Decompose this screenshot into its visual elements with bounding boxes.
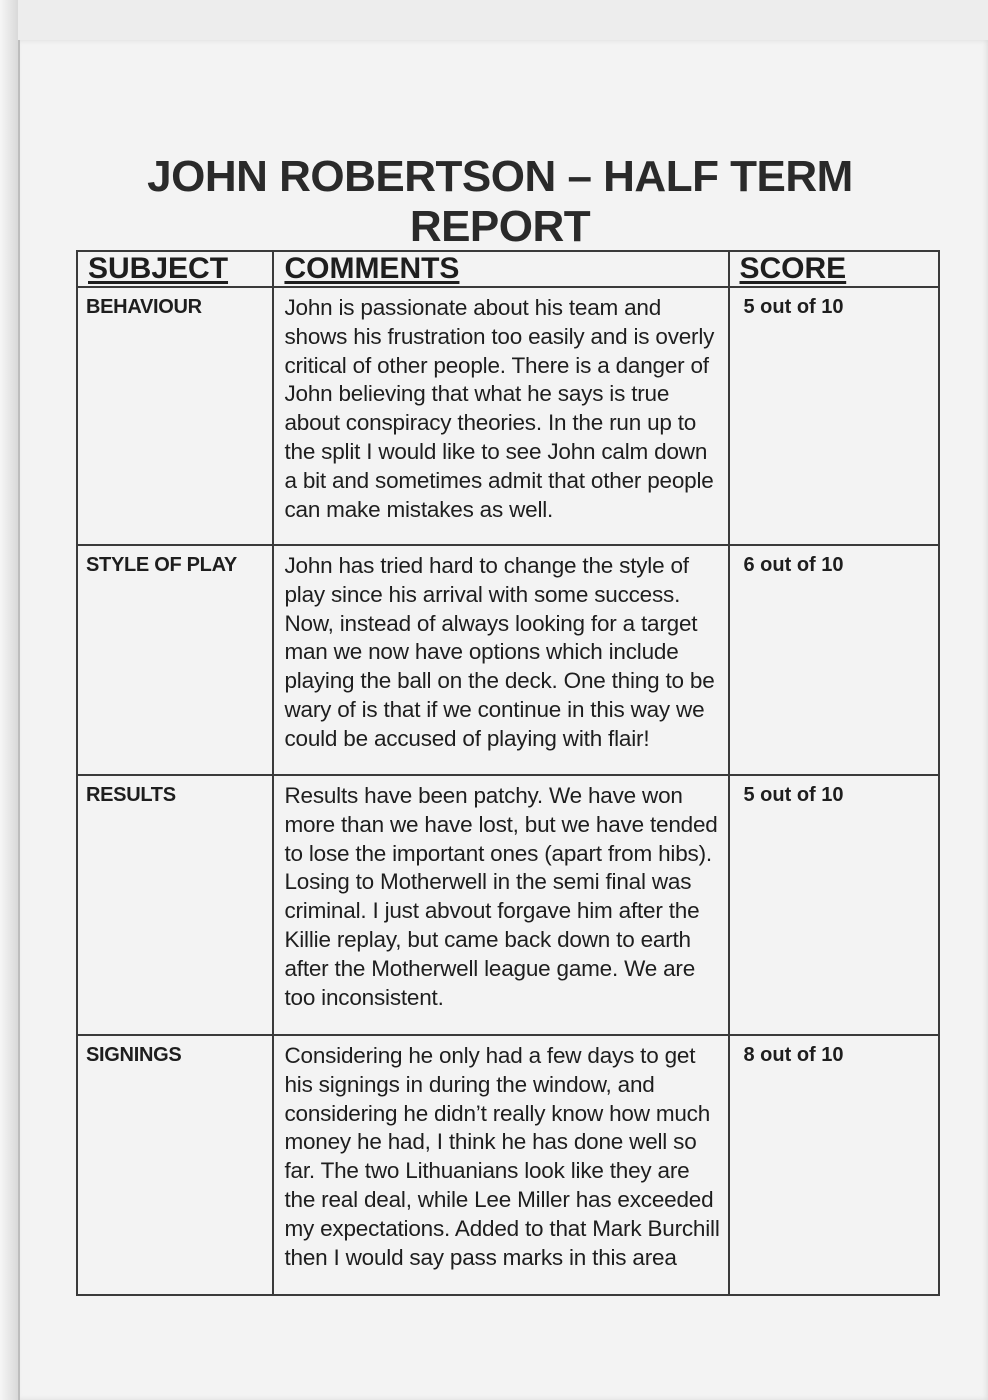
row-score: 5 out of 10 xyxy=(729,775,940,1035)
row-score: 6 out of 10 xyxy=(729,545,940,775)
report-title xyxy=(100,152,900,252)
row-comment: John has tried hard to change the style of play since his arrival with some success. Now, instead of always looking for a target man we now have options which include playing the ball on the deck. One thing to be wary of is that if we continue in this way we could be accused of playing with flair! xyxy=(273,545,728,775)
header-score: SCORE xyxy=(729,251,940,287)
row-subject: BEHAVIOUR xyxy=(77,287,273,545)
table-row xyxy=(77,287,939,545)
row-subject: SIGNINGS xyxy=(77,1035,273,1295)
row-subject: STYLE OF PLAY xyxy=(77,545,273,775)
row-comment: Results have been patchy. We have won more than we have lost, but we have tended to lose the important ones (apart from hibs). Losing to Motherwell in the semi final was criminal. I just abvout forgave him after the Killie replay, but came back down to earth after the Motherwell league game. We are too inconsistent. xyxy=(273,775,728,1035)
page-top-margin xyxy=(18,0,988,40)
report-title-line-1: JOHN ROBERTSON – HALF TERM xyxy=(147,152,853,201)
header-subject: SUBJECT xyxy=(77,251,273,287)
page-binding-edge xyxy=(0,0,18,1400)
table-row xyxy=(77,1035,939,1295)
report-table xyxy=(76,250,940,1296)
row-comment: Considering he only had a few days to get his signings in during the window, and considering he didn’t really know how much money he had, I think he has done well so far. The two Lithuanians look like they are the real deal, while Lee Miller has exceeded my expectations. Added to that Mark Burchill then I would say pass marks in this area xyxy=(273,1035,728,1295)
row-score: 5 out of 10 xyxy=(729,287,940,545)
row-score: 8 out of 10 xyxy=(729,1035,940,1295)
table-row xyxy=(77,545,939,775)
table-row xyxy=(77,775,939,1035)
header-comments: COMMENTS xyxy=(273,251,728,287)
report-title-line-2: REPORT xyxy=(409,202,591,251)
row-comment: John is passionate about his team and shows his frustration too easily and is overly critical of other people. There is a danger of John believing that what he says is true about conspiracy theories. In the run up to the split I would like to see John calm down a bit and sometimes admit that other people can make mistakes as well. xyxy=(273,287,728,545)
table-header-row xyxy=(77,251,939,287)
row-subject: RESULTS xyxy=(77,775,273,1035)
